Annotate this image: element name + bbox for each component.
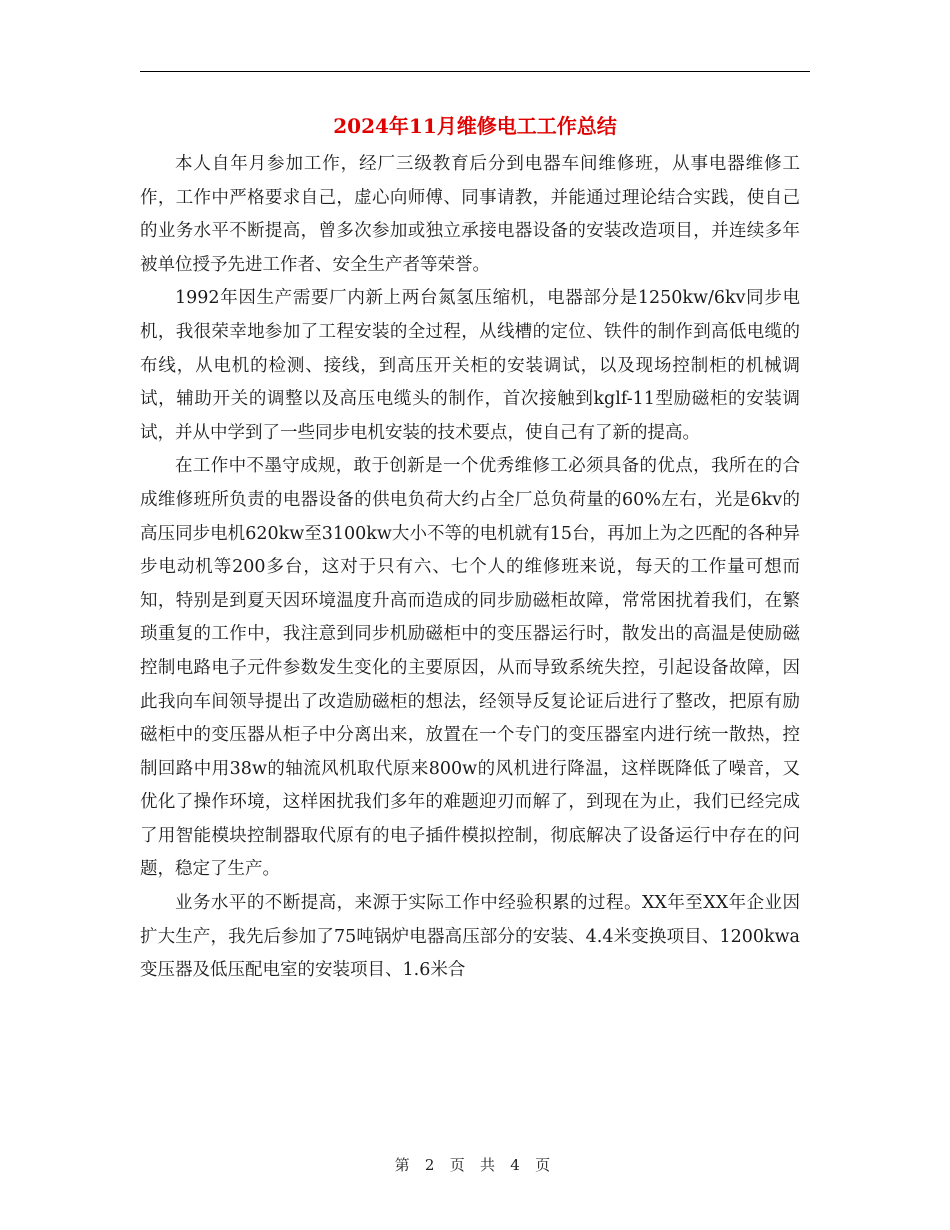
paragraph-4: 业务水平的不断提高，来源于实际工作中经验积累的过程。XX年至XX年企业因扩大生产，我先后参加了75吨锅炉电器高压部分的安装、4.4米变换项目、1200kwa变压器及低压配电室的安装项目、1.6米合 bbox=[140, 893, 800, 981]
header-rule bbox=[140, 71, 810, 72]
paragraph-1: 本人自年月参加工作，经厂三级教育后分到电器车间维修班，从事电器维修工作，工作中严格要求自己，虚心向师傅、同事请教，并能通过理论结合实践，使自己的业务水平不断提高，曾多次参加或独立承接电器设备的安装改造项目，并连续多年被单位授予先进工作者、安全生产者等荣誉。 bbox=[140, 154, 800, 275]
paragraph-2: 1992年因生产需要厂内新上两台氮氢压缩机，电器部分是1250kw/6kv同步电机，我很荣幸地参加了工程安装的全过程，从线槽的定位、铁件的制作到高低电缆的布线，从电机的检测、接线，到高压开关柜的安装调试，以及现场控制柜的机械调试，辅助开关的调整以及高压电缆头的制作，首次接触到kglf-11型励磁柜的安装调试，并从中学到了一些同步电机安装的技术要点，使自己有了新的提高。 bbox=[140, 288, 800, 443]
page-number-footer: 第 2 页 共 4 页 bbox=[394, 1156, 556, 1174]
document-title: 2024年11月维修电工工作总结 bbox=[333, 114, 617, 138]
document-body bbox=[140, 148, 800, 988]
paragraph-3: 在工作中不墨守成规，敢于创新是一个优秀维修工必须具备的优点，我所在的合成维修班所负责的电器设备的供电负荷大约占全厂总负荷量的60%左右，光是6kv的高压同步电机620kw至3100kw大小不等的电机就有15台，再加上为之匹配的各种异步电动机等200多台，这对于只有六、七个人的维修班来说，每天的工作量可想而知，特别是到夏天因环境温度升高而造成的同步励磁柜故障，常常困扰着我们，在繁琐重复的工作中，我注意到同步机励磁柜中的变压器运行时，散发出的高温是使励磁控制电路电子元件参数发生变化的主要原因，从而导致系统失控，引起设备故障，因此我向车间领导提出了改造励磁柜的想法，经领导反复论证后进行了整改，把原有励磁柜中的变压器从柜子中分离出来，放置在一个专门的变压器室内进行统一散热，控制回路中用38w的轴流风机取代原来800w的风机进行降温，这样既降低了噪音，又优化了操作环境，这样困扰我们多年的难题迎刃而解了，到现在为止，我们已经完成了用智能模块控制器取代原有的电子插件模拟控制，彻底解决了设备运行中存在的问题，稳定了生产。 bbox=[140, 456, 800, 880]
